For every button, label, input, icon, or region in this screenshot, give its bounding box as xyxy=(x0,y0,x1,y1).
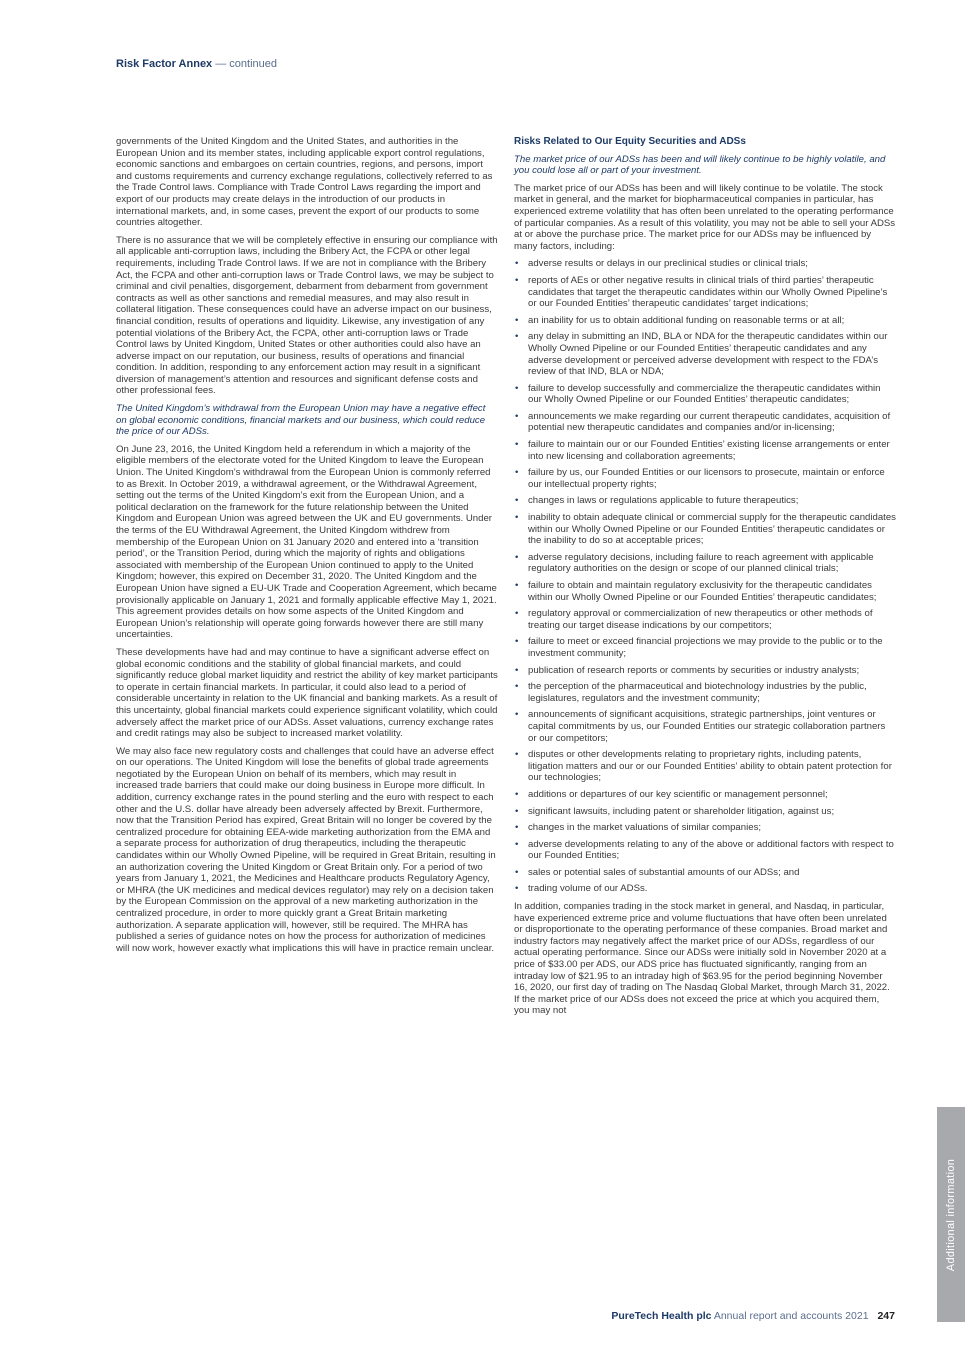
list-item: • inability to obtain adequate clinical or commercial supply for the therapeutic candidates within our Wholly Owned Pipeline or our Founded Entities’ therapeutic candidates or the inability to do so at acceptable prices; xyxy=(514,512,896,547)
list-item: • an inability for us to obtain additional funding on reasonable terms or at all; xyxy=(514,315,896,327)
list-item: • additions or departures of our key scientific or management personnel; xyxy=(514,789,896,801)
risk-subheading: The market price of our ADSs has been and will likely continue to be highly volatile, and you could lose all or part of your investment. xyxy=(514,153,886,177)
list-item: • failure to meet or exceed financial projections we may provide to the public or to the investment community; xyxy=(514,636,896,659)
list-item: • failure to maintain our or our Founded Entities’ existing license arrangements or enter into new licensing and collaboration agreements; xyxy=(514,439,896,462)
header-continued: — continued xyxy=(215,58,278,70)
list-item: • any delay in submitting an IND, BLA or NDA for the therapeutic candidates within our Wholly Owned Pipeline or our Founded Entities’ therapeutic candidates and any adverse development or perceived adverse development with respect to the FDA’s review of that IND, BLA or NDA; xyxy=(514,331,896,377)
left-column xyxy=(116,136,498,960)
paragraph: The market price of our ADSs has been and will likely continue to be volatile. The stock market in general, and the market for biopharmaceutical companies in particular, has experienced extreme volatility that has often been unrelated to the operating performance of particular companies. As a result of this volatility, you may not be able to sell your ADSs at or above the purchase price. The market price for our ADSs may be influenced by many factors, including: xyxy=(514,182,896,252)
running-header xyxy=(116,58,277,70)
list-item: • announcements of significant acquisitions, strategic partnerships, joint ventures or capital commitments by us, our Founded Entities our strategic collaboration partners or our competitors; xyxy=(514,709,896,744)
risk-subheading: The United Kingdom’s withdrawal from the European Union may have a negative effect on global economic conditions, financial markets and our business, which could reduce the price of our ADSs. xyxy=(116,403,486,438)
list-item: • failure to develop successfully and commercialize the therapeutic candidates within our Wholly Owned Pipeline or our Founded Entities’ therapeutic candidates; xyxy=(514,383,896,406)
paragraph: We may also face new regulatory costs and challenges that could have an adverse effect on our operations. The United Kingdom will lose the benefits of global trade agreements negotiated by the European Union on behalf of its members, which may result in increased trade barriers that could make our doing business in Europe more difficult. In addition, currency exchange rates in the pound sterling and the euro with respect to each other and the U.S. dollar have already been adversely affected by Brexit. Furthermore, now that the Transition Period has expired, Great Britain will no longer be covered by the centralized procedure for obtaining EEA-wide marketing authorization from the EMA and a separate process for authorization of drug therapeutics, including the therapeutic candidates within our Wholly Owned Pipeline, will be required in Great Britain, resulting in an authorization covering the United Kingdom or Great Britain only. For a period of two years from January 1, 2021, the Medicines and Healthcare products Regulatory Agency, or MHRA (the UK medicines and medical devices regulator) may rely on a decision taken by the European Commission on the approval of a new marketing authorization in the centralized procedure, in order to more quickly grant a Great Britain marketing authorization. A separate application will, however, still be required. The MHRA has published a series of guidance notes on how the process for authorization of medicines will now work, however exactly what implications this will have in practice remain unclear. xyxy=(116,745,496,954)
list-item: • announcements we make regarding our current therapeutic candidates, acquisition of potential new therapeutic candidates and companies and/or in-licensing; xyxy=(514,411,896,434)
factor-list xyxy=(514,258,896,895)
list-item: • changes in the market valuations of similar companies; xyxy=(514,822,896,834)
page-number: 247 xyxy=(877,1310,895,1322)
paragraph: These developments have had and may continue to have a significant adverse effect on global economic conditions and the stability of global financial markets, and could significantly reduce global market liquidity and restrict the ability of key market participants to operate in certain financial markets. In particular, it could also lead to a period of considerable uncertainty in relation to the UK financial and banking markets. As a result of this uncertainty, global financial markets could experience significant volatility, which could adversely affect the market price of our ADSs. Asset valuations, currency exchange rates and credit ratings may also be subject to increased market volatility. xyxy=(116,646,498,740)
side-tab-label: Additional information xyxy=(945,1158,957,1271)
footer-report-title: Annual report and accounts 2021 xyxy=(713,1310,869,1322)
list-item: • failure by us, our Founded Entities or our licensors to prosecute, maintain or enforce our intellectual property rights; xyxy=(514,467,896,490)
paragraph: In addition, companies trading in the stock market in general, and Nasdaq, in particular, have experienced extreme price and volume fluctuations that have often been unrelated or disproportionate to the operating performance of these companies. Broad market and industry factors may negatively affect the market price of our ADSs, regardless of our actual operating performance. Since our ADSs were initially sold in November 2020 at a price of $33.00 per ADS, our ADS price has fluctuated significantly, ranging from an intraday low of $21.95 to an intraday high of $63.95 for the period beginning November 16, 2020, our first day of trading on The Nasdaq Global Market, through March 31, 2022. If the market price of our ADSs does not exceed the price at which you acquired them, you may not xyxy=(514,901,890,1017)
footer-company: PureTech Health plc xyxy=(611,1310,712,1322)
list-item: • adverse developments relating to any of the above or additional factors with respect to our Founded Entities; xyxy=(514,839,896,862)
list-item: • disputes or other developments relating to proprietary rights, including patents, litigation matters and our or our Founded Entities’ ability to obtain patent protection for our technologies; xyxy=(514,749,896,784)
list-item: • publication of research reports or comments by securities or industry analysts; xyxy=(514,665,896,677)
list-item: • changes in laws or regulations applicable to future therapeutics; xyxy=(514,495,896,507)
list-item: • adverse regulatory decisions, including failure to reach agreement with applicable regulatory authorities on the design or scope of our planned clinical trials; xyxy=(514,552,896,575)
right-column xyxy=(514,136,896,1023)
page-footer xyxy=(611,1310,895,1322)
list-item: • trading volume of our ADSs. xyxy=(514,883,896,895)
list-item: • failure to obtain and maintain regulatory exclusivity for the therapeutic candidates within our Wholly Owned Pipeline or our Founded Entities’ therapeutic candidates; xyxy=(514,580,896,603)
list-item: • the perception of the pharmaceutical and biotechnology industries by the public, legislatures, regulators and the investment community; xyxy=(514,681,896,704)
paragraph: There is no assurance that we will be completely effective in ensuring our compliance with all applicable anti-corruption laws, including the Bribery Act, the FCPA or other legal requirements, including Trade Control laws. If we are not in compliance with the Bribery Act, the FCPA and other anti-corruption laws or Trade Control laws, we may be subject to criminal and civil penalties, disgorgement, debarment from debarment from government contracts as well as other sanctions and remedial measures, and may also result in collateral litigation. These consequences could have an adverse impact on our business, financial condition, results of operations and liquidity. Likewise, any investigation of any potential violations of the Bribery Act, the FCPA, other anti-corruption laws or Trade Control laws by United Kingdom, United States or other authorities could also have an adverse impact on our reputation, our business, results of operations and financial condition. In addition, responding to any enforcement action may result in a significant diversion of management’s attention and resources and significant defense costs and other professional fees. xyxy=(116,234,498,397)
list-item: • regulatory approval or commercialization of new therapeutics or other methods of treating our target disease indications by our competitors; xyxy=(514,608,896,631)
list-item: • reports of AEs or other negative results in clinical trials of third parties’ therapeutic candidates that target the therapeutic candidates within our Wholly Owned Pipeline’s or our Founded Entities’ therapeutic candidates’ target indications; xyxy=(514,275,896,310)
section-title: Risks Related to Our Equity Securities and ADSs xyxy=(514,136,746,147)
paragraph: On June 23, 2016, the United Kingdom held a referendum in which a majority of the eligible members of the electorate voted for the United Kingdom to leave the European Union. The United Kingdom’s withdrawal from the European Union is commonly referred to as Brexit. In October 2019, a withdrawal agreement, or the Withdrawal Agreement, setting out the terms of the United Kingdom’s exit from the European Union, and a political declaration on the framework for the future relationship between the United Kingdom and European Union was agreed between the UK and EU governments. Under the terms of the EU Withdrawal Agreement, the United Kingdom withdrew from membership of the European Union on 31 January 2020 and entered into a ‘transition period’, or the Transition Period, during which the majority of rights and obligations associated with membership of the European Union continued to apply to the United Kingdom; however, this expired on December 31, 2020. The United Kingdom and the European Union have signed a EU-UK Trade and Cooperation Agreement, which became provisionally applicable on January 1, 2021 and formally applicable effective May 1, 2021. This agreement provides details on how some aspects of the United Kingdom and European Union’s relationship will operate going forwards however there are still many uncertainties. xyxy=(116,443,497,641)
list-item: • sales or potential sales of substantial amounts of our ADSs; and xyxy=(514,867,896,879)
section-side-tab xyxy=(937,1107,965,1322)
header-section: Risk Factor Annex xyxy=(116,58,213,70)
list-item: • significant lawsuits, including patent or shareholder litigation, against us; xyxy=(514,806,896,818)
list-item: • adverse results or delays in our preclinical studies or clinical trials; xyxy=(514,258,896,270)
paragraph: governments of the United Kingdom and the United States, and authorities in the European Union and its member states, including applicable export control regulations, economic sanctions and embargoes on certain countries, regions, and persons, import and customs requirements and currency exchange regulations, collectively referred to as the Trade Control laws. Compliance with Trade Control Laws regarding the import and export of our products may create delays in the introduction of our products in international markets, and, in some cases, prevent the export of our products to some countries altogether. xyxy=(116,136,493,229)
